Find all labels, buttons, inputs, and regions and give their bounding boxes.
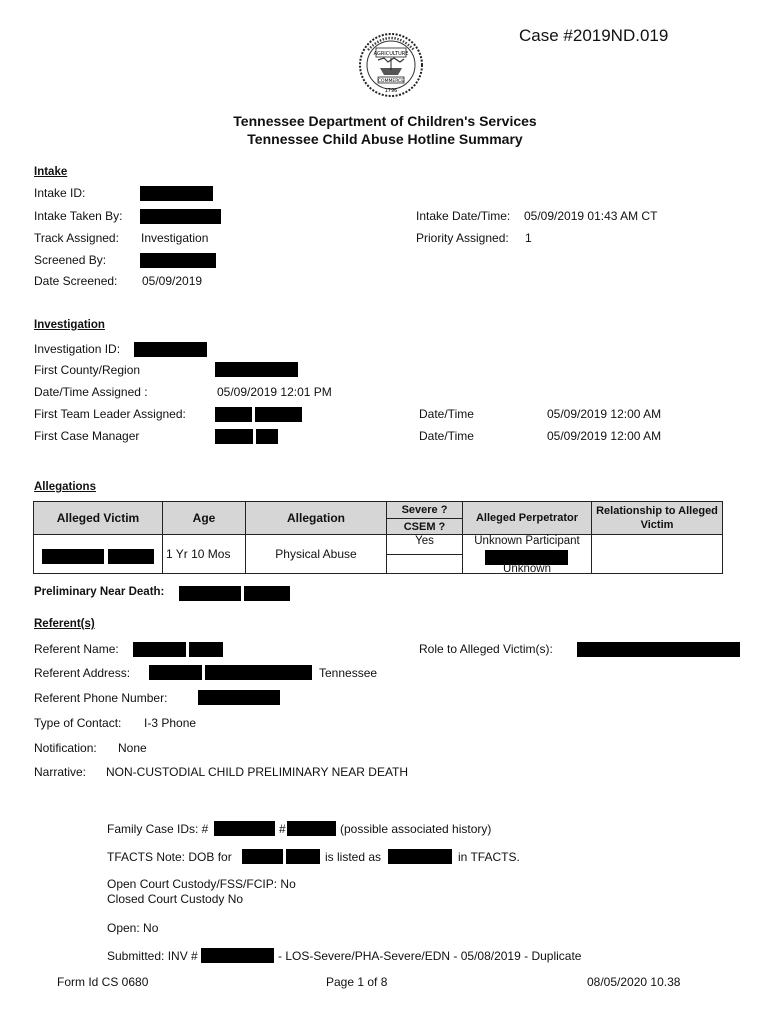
redaction-victim-last [108, 549, 154, 564]
csem-header: CSEM ? [387, 519, 463, 535]
alleged-victim-header: Alleged Victim [34, 502, 163, 535]
redaction-family-id-1 [214, 821, 275, 836]
redaction-taken-by [140, 209, 221, 224]
redaction-phone [198, 690, 280, 705]
summary-title: Tennessee Child Abuse Hotline Summary [247, 131, 523, 147]
form-id: Form Id CS 0680 [57, 975, 149, 989]
redaction-case-manager-last [256, 429, 278, 444]
tfacts-suffix: in TFACTS. [458, 850, 520, 864]
referent-address-state: Tennessee [319, 666, 378, 680]
age-header: Age [163, 502, 246, 535]
page-number: Page 1 of 8 [326, 975, 388, 989]
redaction-tfacts-name-last [286, 849, 320, 864]
assigned-label: Date/Time Assigned : [34, 385, 148, 399]
redaction-role [577, 642, 740, 657]
case-number: Case #2019ND.019 [519, 26, 669, 45]
notification-value: None [118, 741, 147, 755]
redaction-team-leader-first [215, 407, 252, 422]
redaction-near-death-last [244, 586, 290, 601]
narrative-value: NON-CUSTODIAL CHILD PRELIMINARY NEAR DEATH [106, 765, 409, 779]
team-leader-datetime-label: Date/Time [419, 407, 474, 421]
referent-phone-label: Referent Phone Number: [34, 691, 168, 705]
perpetrator-header: Alleged Perpetrator [463, 502, 592, 535]
perpetrator-line1: Unknown Participant [474, 535, 580, 547]
near-death-label: Preliminary Near Death: [34, 586, 165, 598]
investigation-heading: Investigation [34, 319, 105, 331]
state-seal-logo [358, 28, 424, 106]
svg-text:AGRICULTURE: AGRICULTURE [373, 51, 409, 57]
tfacts-mid: is listed as [325, 850, 382, 864]
closed-court-custody: Closed Court Custody No [107, 892, 244, 906]
notification-label: Notification: [34, 741, 97, 755]
printed-datetime: 08/05/2020 10.38 [587, 975, 681, 989]
redaction-investigation-id [134, 342, 207, 357]
redaction-family-id-2 [287, 821, 336, 836]
department-title: Tennessee Department of Children's Services [233, 113, 537, 129]
date-screened-label: Date Screened: [34, 274, 118, 288]
assigned-value: 05/09/2019 12:01 PM [217, 385, 332, 399]
team-leader-datetime-value: 05/09/2019 12:00 AM [547, 407, 662, 421]
relationship-cell [592, 535, 723, 574]
perpetrator-cell [463, 535, 592, 574]
family-ids-suffix: (possible associated history) [340, 822, 492, 836]
allegation-header: Allegation [246, 502, 387, 535]
table-row [34, 535, 723, 555]
contact-type-value: I-3 Phone [144, 716, 197, 730]
intake-id-label: Intake ID: [34, 186, 86, 200]
allegation-cell: Physical Abuse [246, 535, 387, 574]
redaction-submitted-inv [201, 948, 274, 963]
referent-address-label: Referent Address: [34, 666, 131, 680]
track-assigned-label: Track Assigned: [34, 231, 119, 245]
redaction-case-manager-first [215, 429, 253, 444]
narrative-label: Narrative: [34, 765, 87, 779]
intake-heading: Intake [34, 166, 68, 178]
open-court-custody: Open Court Custody/FSS/FCIP: No [107, 877, 296, 891]
family-ids-prefix: Family Case IDs: # [107, 822, 209, 836]
case-manager-datetime-label: Date/Time [419, 429, 474, 443]
investigation-id-label: Investigation ID: [34, 342, 121, 356]
severe-cell: Yes [387, 535, 463, 555]
redaction-victim-first [42, 549, 104, 564]
svg-text:1796: 1796 [384, 88, 398, 94]
alleged-victim-cell [34, 535, 163, 574]
intake-datetime-value: 05/09/2019 01:43 AM CT [524, 209, 658, 223]
redaction-address-number [149, 665, 202, 680]
redaction-referent-last [189, 642, 223, 657]
referents-heading: Referent(s) [34, 618, 95, 630]
role-label: Role to Alleged Victim(s): [419, 642, 553, 656]
redaction-near-death-first [179, 586, 241, 601]
priority-value: 1 [525, 231, 532, 245]
perpetrator-line2: Unknown [503, 563, 551, 575]
family-ids-hash: # [279, 822, 286, 836]
submitted-prefix: Submitted: INV # [107, 949, 198, 963]
intake-datetime-label: Intake Date/Time: [416, 209, 511, 223]
team-leader-label: First Team Leader Assigned: [34, 407, 186, 421]
redaction-team-leader-last [255, 407, 302, 422]
submitted-suffix: - LOS-Severe/PHA-Severe/EDN - 05/08/2019 - Duplicate [278, 949, 582, 963]
intake-taken-by-label: Intake Taken By: [34, 209, 123, 223]
date-screened-value: 05/09/2019 [142, 274, 203, 288]
referent-name-label: Referent Name: [34, 642, 119, 656]
redaction-tfacts-dob [388, 849, 452, 864]
csem-cell [387, 555, 463, 574]
redaction-referent-first [133, 642, 186, 657]
allegations-table [33, 501, 723, 574]
tfacts-prefix: TFACTS Note: DOB for [107, 850, 232, 864]
redaction-tfacts-name-first [242, 849, 283, 864]
case-manager-datetime-value: 05/09/2019 12:00 AM [547, 429, 662, 443]
redaction-county [215, 362, 298, 377]
relationship-header: Relationship to Alleged Victim [592, 502, 723, 535]
redaction-address-street [205, 665, 312, 680]
track-assigned-value: Investigation [141, 231, 209, 245]
screened-by-label: Screened By: [34, 253, 107, 267]
svg-text:COMMERCE: COMMERCE [377, 79, 405, 84]
open-status: Open: No [107, 921, 159, 935]
first-county-label: First County/Region [34, 363, 141, 377]
contact-type-label: Type of Contact: [34, 716, 122, 730]
allegations-heading: Allegations [34, 481, 96, 493]
redaction-screened-by [140, 253, 216, 268]
age-cell: 1 Yr 10 Mos [163, 535, 246, 574]
redaction-intake-id [140, 186, 213, 201]
case-manager-label: First Case Manager [34, 429, 140, 443]
severe-header: Severe ? [387, 502, 463, 519]
priority-label: Priority Assigned: [416, 231, 509, 245]
